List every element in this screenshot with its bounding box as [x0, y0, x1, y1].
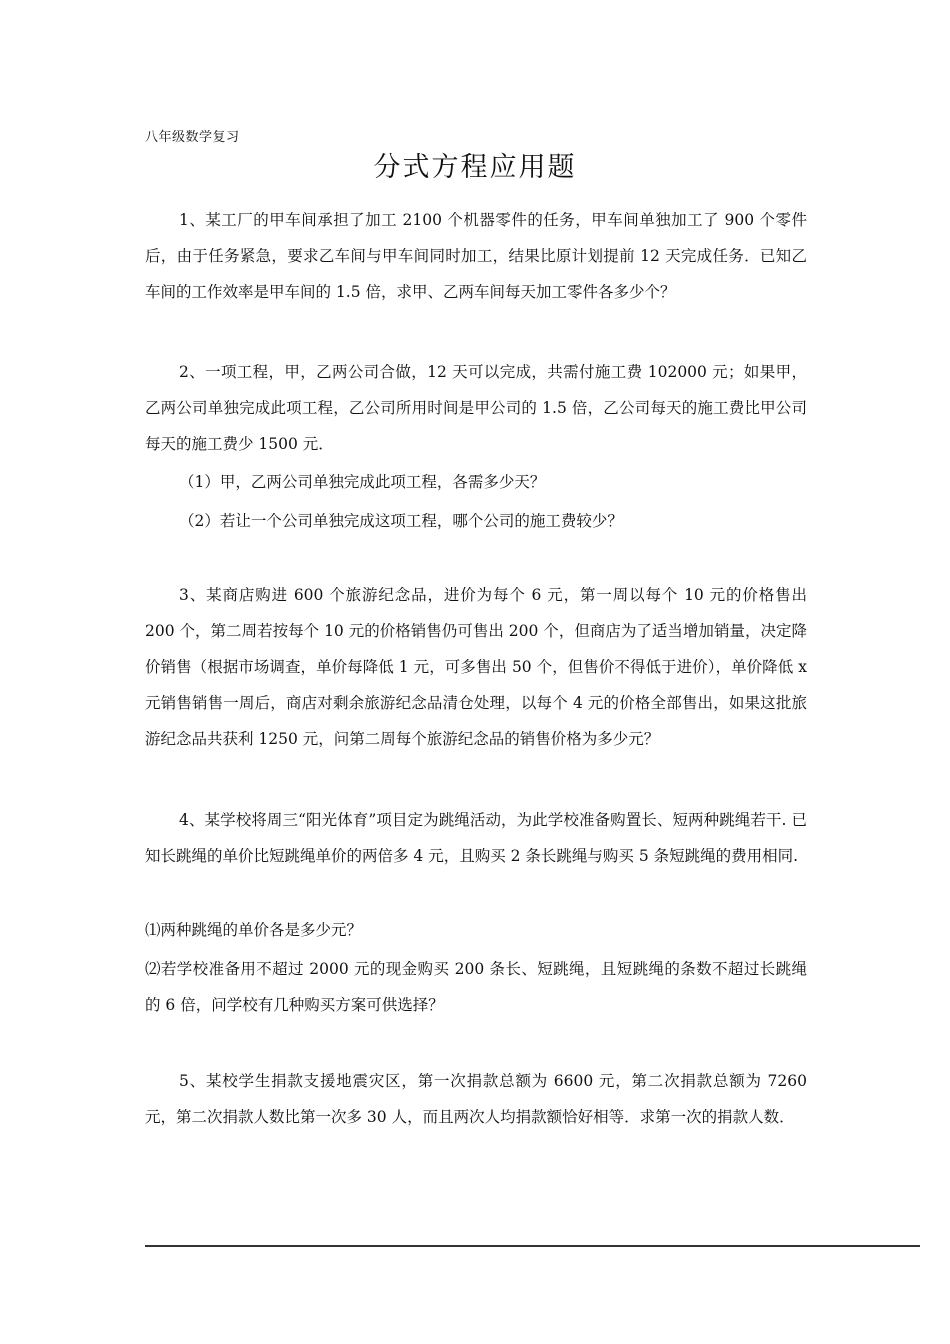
- problem-4-question-2: ⑵若学校准备用不超过 2000 元的现金购买 200 条长、短跳绳，且短跳绳的条数不超过长跳绳的 6 倍，问学校有几种购买方案可供选择？: [145, 960, 807, 1014]
- problem-2-question-1: （1）甲，乙两公司单独完成此项工程，各需多少天？: [179, 473, 546, 491]
- problem-5: 5、某校学生捐款支援地震灾区，第一次捐款总额为 6600 元，第二次捐款总额为 7260 元，第二次捐款人数比第一次多 30 人，而且两次人均捐款额恰好相等．求第一次的捐款人数．: [145, 1072, 807, 1126]
- problem-2-question-2: （2）若让一个公司单独完成这项工程，哪个公司的施工费较少？: [179, 512, 623, 530]
- header-note: 八年级数学复习: [145, 130, 240, 145]
- problem-2: 2、一项工程，甲，乙两公司合做，12 天可以完成，共需付施工费 102000 元；如果甲，乙两公司单独完成此项工程，乙公司所用时间是甲公司的 1.5 倍，乙公司每天的施工费比甲公司每天的施工费少 1500 元．: [145, 363, 807, 453]
- problem-3: 3、某商店购进 600 个旅游纪念品，进价为每个 6 元，第一周以每个 10 元的价格售出 200 个，第二周若按每个 10 元的价格销售仍可售出 200 个，但商店为了适当增加销量，决定降价销售（根据市场调查，单价每降低 1 元，可多售出 50 个，但售价不得低于进价），单价降低 x 元销售销售一周后，商店对剩余旅游纪念品清仓处理，以每个 4 元的价格全部售出，如果这批旅游纪念品共获利 1250 元，问第二周每个旅游纪念品的销售价格为多少元？: [145, 586, 807, 748]
- footer-divider: [145, 1245, 920, 1247]
- problem-4-question-1: ⑴两种跳绳的单价各是多少元？: [145, 921, 363, 939]
- problem-4: 4、某学校将周三“阳光体育”项目定为跳绳活动，为此学校准备购置长、短两种跳绳若干. 已知长跳绳的单价比短跳绳单价的两倍多 4 元，且购买 2 条长跳绳与购买 5 条短跳绳的费用相同.: [145, 811, 807, 865]
- page-title: 分式方程应用题: [373, 152, 577, 183]
- problem-1: 1、某工厂的甲车间承担了加工 2100 个机器零件的任务，甲车间单独加工了 900 个零件后，由于任务紧急，要求乙车间与甲车间同时加工，结果比原计划提前 12 天完成任务．已知乙车间的工作效率是甲车间的 1.5 倍，求甲、乙两车间每天加工零件各多少个？: [145, 211, 807, 301]
